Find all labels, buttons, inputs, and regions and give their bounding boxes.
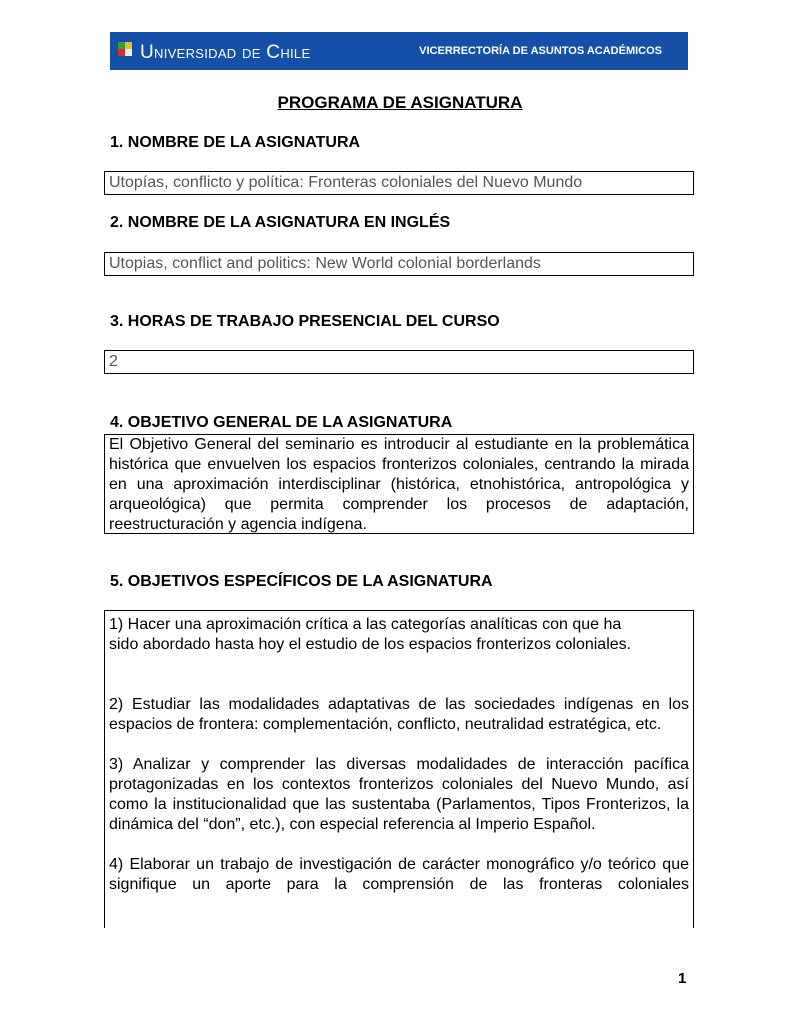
hours-box: 2 (104, 350, 694, 374)
objective-item: 3) Analizar y comprender las diversas modalidades de interacción pacífica protagonizadas en los contextos fronterizos coloniales del Nuevo Mundo, así como la institucionalidad que las sustentaba (Parlamentos, Tipos Fronterizos, la dinámica del “don”, etc.), con especial referencia al Imperio Español. (109, 756, 689, 833)
objective-item: 1) Hacer una aproximación crítica a las categorías analíticas con que ha sido abordado hasta hoy el estudio de los espacios fronterizos coloniales. (109, 616, 632, 653)
course-name-box: Utopías, conflicto y política: Fronteras coloniales del Nuevo Mundo (104, 171, 694, 195)
section-5-heading: 5. OBJETIVOS ESPECÍFICOS DE LA ASIGNATURA (110, 573, 493, 590)
university-crest-icon (118, 38, 132, 64)
page-title: PROGRAMA DE ASIGNATURA (277, 93, 523, 112)
objective-item: 4) Elaborar un trabajo de investigación de carácter monográfico y/o teórico que signifique un aporte para la comprensión de las fronteras coloniales (109, 856, 689, 893)
section-3-heading: 3. HORAS DE TRABAJO PRESENCIAL DEL CURSO (110, 313, 500, 330)
general-objective-box: El Objetivo General del seminario es introducir al estudiante en la problemática histórica que envuelven los espacios fronterizos coloniales, centrando la mirada en una aproximación interdisciplinar (histórica, etnohistórica, antropológica y arqueológica) que permita comprender los procesos de adaptación, reestructuración y agencia indígena. (104, 434, 694, 534)
header-banner (110, 32, 688, 70)
section-1-heading: 1. NOMBRE DE LA ASIGNATURA (110, 134, 361, 151)
office-name: VICERRECTORÍA DE ASUNTOS ACADÉMICOS (419, 45, 662, 57)
section-4-heading: 4. OBJETIVO GENERAL DE LA ASIGNATURA (110, 414, 453, 431)
page-number: 1 (678, 970, 687, 987)
university-name: Universidad de Chile (140, 42, 311, 63)
objective-item: 2) Estudiar las modalidades adaptativas de las sociedades indígenas en los espacios de frontera: complementación, conflicto, neutralidad estratégica, etc. (109, 696, 689, 733)
course-name-english-box: Utopias, conflict and politics: New World colonial borderlands (104, 252, 694, 276)
specific-objectives-box (104, 610, 694, 940)
section-2-heading: 2. NOMBRE DE LA ASIGNATURA EN INGLÉS (110, 214, 451, 231)
